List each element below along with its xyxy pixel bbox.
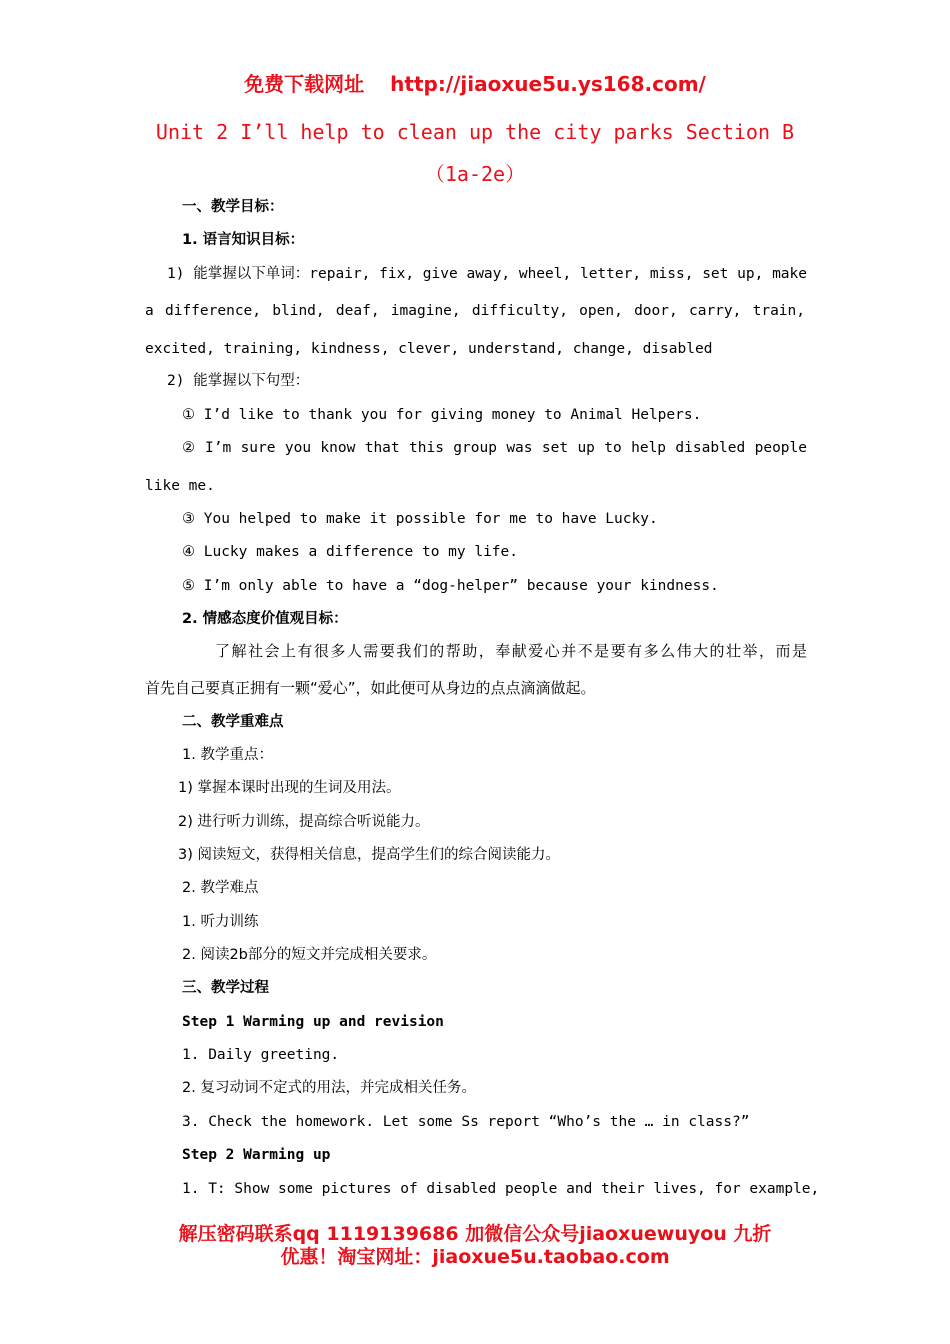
patterns-intro: 2) 能掌握以下句型： [167, 373, 310, 389]
section-key-points-heading: 二、教学重难点 [182, 714, 284, 730]
teaching-focus-heading: 1. 教学重点： [182, 747, 273, 763]
step-2-item-1: 1. T: Show some pictures of disabled people and their lives, for example, [182, 1181, 820, 1197]
language-objectives-heading: 1. 语言知识目标： [182, 232, 305, 248]
step-1-item-3: 3. Check the homework. Let some Ss report “Who’s the … in class?” [182, 1114, 750, 1130]
attitude-objectives-heading: 2. 情感态度价值观目标： [182, 611, 348, 627]
step-1-heading: Step 1 Warming up and revision [182, 1014, 444, 1030]
focus-item-2: 2) 进行听力训练，提高综合听说能力。 [178, 814, 430, 830]
vocab-line-3: excited, training, kindness, clever, understand, change, disabled [145, 341, 713, 357]
step-1-item-1: 1. Daily greeting. [182, 1047, 340, 1063]
focus-item-3: 3) 阅读短文，获得相关信息，提高学生们的综合阅读能力。 [178, 847, 560, 863]
pattern-3: ③ You helped to make it possible for me to have Lucky. [182, 511, 658, 527]
vocab-line-1: 1) 能掌握以下单词：repair, fix, give away, wheel, letter, miss, set up, make [167, 266, 807, 282]
document-title: Unit 2 I’ll help to clean up the city parks Section B [155, 120, 795, 144]
vocab-line-2: a difference, blind, deaf, imagine, difficulty, open, door, carry, train, [145, 303, 805, 319]
difficulty-item-1: 1. 听力训练 [182, 914, 259, 930]
focus-item-1: 1) 掌握本课时出现的生词及用法。 [178, 780, 401, 796]
attitude-paragraph-line-2: 首先自己要真正拥有一颗“爱心”，如此便可从身边的点点滴滴做起。 [145, 679, 596, 697]
pattern-2-continued: like me. [145, 478, 215, 494]
footer-contact-line: 解压密码联系qq 1119139686 加微信公众号jiaoxuewuyou 九折 [178, 1223, 772, 1245]
pattern-2: ② I’m sure you know that this group was set up to help disabled people [182, 440, 807, 456]
footer-shop-line: 优惠！淘宝网址：jiaoxue5u.taobao.com [280, 1246, 670, 1268]
download-label: 免费下载网址 [244, 72, 365, 96]
pattern-5: ⑤ I’m only able to have a “dog-helper” because your kindness. [182, 578, 719, 594]
document-subtitle: （1a-2e） [424, 162, 526, 186]
section-process-heading: 三、教学过程 [182, 980, 269, 996]
download-header [0, 68, 950, 97]
section-objectives-heading: 一、教学目标： [182, 199, 284, 215]
pattern-4: ④ Lucky makes a difference to my life. [182, 544, 518, 560]
teaching-difficulty-heading: 2. 教学难点 [182, 880, 259, 896]
attitude-paragraph-line-1: 了解社会上有很多人需要我们的帮助，奉献爱心并不是要有多么伟大的壮举，而是 [215, 642, 807, 660]
difficulty-item-2: 2. 阅读2b部分的短文并完成相关要求。 [182, 947, 437, 963]
download-url-link[interactable]: http://jiaoxue5u.ys168.com/ [390, 72, 706, 96]
step-2-heading: Step 2 Warming up [182, 1147, 331, 1163]
pattern-1: ① I’d like to thank you for giving money to Animal Helpers. [182, 407, 702, 423]
step-1-item-2: 2. 复习动词不定式的用法，并完成相关任务。 [182, 1080, 476, 1096]
